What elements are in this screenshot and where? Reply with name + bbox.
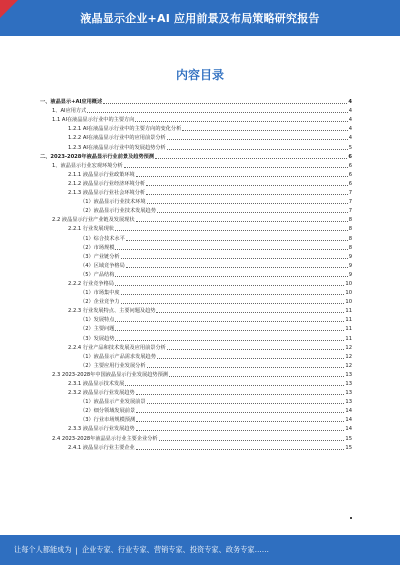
toc-entry-label: 一、液晶显示+AI应用概述 bbox=[40, 99, 103, 106]
toc-entry[interactable] bbox=[40, 114, 352, 123]
toc-leader-dots bbox=[136, 430, 345, 431]
toc-entry-label: （1）综合技术水平 bbox=[80, 235, 125, 242]
toc-entry[interactable] bbox=[40, 387, 352, 396]
toc-entry-page: 4 bbox=[348, 117, 352, 124]
toc-entry-page: 14 bbox=[345, 408, 352, 415]
toc-entry[interactable] bbox=[40, 269, 352, 278]
toc-entry[interactable] bbox=[40, 232, 352, 241]
toc-leader-dots bbox=[157, 212, 348, 213]
toc-leader-dots bbox=[147, 367, 345, 368]
toc-entry-page: 6 bbox=[348, 162, 352, 169]
toc-leader-dots bbox=[157, 358, 344, 359]
toc-entry-page: 9 bbox=[348, 253, 352, 260]
toc-entry[interactable] bbox=[40, 342, 352, 351]
toc-leader-dots bbox=[115, 321, 344, 322]
toc-entry[interactable] bbox=[40, 414, 352, 423]
toc-leader-dots bbox=[147, 203, 348, 204]
toc-entry-label: 1.2.2 AI在液晶显示行业中的应用前景分析 bbox=[68, 135, 166, 142]
toc-entry-page: 8 bbox=[348, 244, 352, 251]
toc-entry-page: 8 bbox=[348, 235, 352, 242]
toc-entry-page: 15 bbox=[345, 435, 352, 442]
footer-role-item: 行业专家 bbox=[117, 545, 147, 554]
toc-entry-label: （4）区域竞争格局 bbox=[80, 262, 125, 269]
toc-entry-page: 7 bbox=[348, 199, 352, 206]
toc-leader-dots bbox=[155, 158, 347, 159]
toc-leader-dots bbox=[125, 385, 344, 386]
toc-entry-label: （3）发展趋势 bbox=[80, 335, 115, 342]
toc-entry-page: 13 bbox=[345, 390, 352, 397]
toc-entry[interactable] bbox=[40, 296, 352, 305]
toc-entry-label: （1）液晶显示行业技术环境 bbox=[80, 199, 146, 206]
toc-entry-label: （1）发展特点 bbox=[80, 317, 115, 324]
toc-entry-page: 11 bbox=[345, 308, 352, 315]
toc-entry-page: 13 bbox=[345, 399, 352, 406]
toc-entry-page: 7 bbox=[348, 190, 352, 197]
toc-entry-page: 11 bbox=[345, 335, 352, 342]
toc-entry[interactable] bbox=[40, 405, 352, 414]
toc-entry-label: 1.2.1 AI在液晶显示行业中的主要方向的变化分析 bbox=[68, 126, 182, 133]
footer-role-separator: 、 bbox=[110, 545, 118, 554]
header-corner-accent bbox=[0, 0, 18, 18]
toc-entry[interactable] bbox=[40, 260, 352, 269]
toc-entry[interactable] bbox=[40, 196, 352, 205]
toc-entry-label: 1、AI应用方式 bbox=[52, 108, 87, 115]
toc-entry[interactable] bbox=[40, 287, 352, 296]
toc-entry[interactable] bbox=[40, 187, 352, 196]
toc-leader-dots bbox=[121, 294, 345, 295]
toc-entry[interactable] bbox=[40, 214, 352, 223]
toc-entry-page: 8 bbox=[348, 226, 352, 233]
toc-entry[interactable] bbox=[40, 332, 352, 341]
toc-entry-label: （5）产品结构 bbox=[80, 271, 115, 278]
toc-entry[interactable] bbox=[40, 432, 352, 441]
toc-entry[interactable] bbox=[40, 160, 352, 169]
toc-leader-dots bbox=[156, 312, 344, 313]
page-marker bbox=[350, 517, 352, 519]
toc-entry-page: 9 bbox=[348, 271, 352, 278]
toc-entry-label: 2.4.1 液晶显示行业主要企业 bbox=[68, 444, 135, 451]
toc-leader-dots bbox=[136, 412, 344, 413]
toc-entry-label: （3）产业链分析 bbox=[80, 253, 120, 260]
toc-entry-page: 10 bbox=[345, 280, 352, 287]
footer-role-item: 政务专家…… bbox=[225, 545, 269, 554]
toc-leader-dots bbox=[167, 139, 348, 140]
toc-entry-label: 2.2.4 行业产品和技术发展及应用前景分析 bbox=[68, 344, 166, 351]
toc-entry-label: （2）主要应用行业发展分析 bbox=[80, 362, 146, 369]
toc-entry[interactable] bbox=[40, 151, 352, 160]
toc-entry-label: 2.3.1 液晶显示技术发展 bbox=[68, 381, 125, 387]
toc-entry-label: 1.2.3 AI在液晶显示行业中的发展趋势分析 bbox=[68, 144, 166, 151]
toc-leader-dots bbox=[167, 349, 345, 350]
toc-leader-dots bbox=[169, 376, 344, 377]
toc-entry-label: （2）细分领域发展前景 bbox=[80, 408, 136, 415]
toc-entry[interactable] bbox=[40, 169, 352, 178]
toc-entry-page: 9 bbox=[348, 262, 352, 269]
toc-leader-dots bbox=[147, 403, 345, 404]
toc-entry-page: 14 bbox=[345, 426, 352, 433]
toc-entry[interactable] bbox=[40, 396, 352, 405]
toc-entry[interactable] bbox=[40, 323, 352, 332]
toc-entry[interactable] bbox=[40, 96, 352, 105]
toc-leader-dots bbox=[136, 421, 344, 422]
toc-entry-page: 12 bbox=[345, 344, 352, 351]
toc-entry[interactable] bbox=[40, 178, 352, 187]
toc-leader-dots bbox=[115, 249, 347, 250]
toc-leader-dots bbox=[121, 303, 345, 304]
toc-entry[interactable] bbox=[40, 123, 352, 132]
toc-leader-dots bbox=[115, 340, 344, 341]
toc-entry-label: 2.2.1 行业发展现状 bbox=[68, 226, 114, 233]
toc-leader-dots bbox=[126, 267, 348, 268]
toc-entry[interactable] bbox=[40, 141, 352, 150]
toc-entry[interactable] bbox=[40, 369, 352, 378]
toc-entry[interactable] bbox=[40, 314, 352, 323]
toc-entry-page: 8 bbox=[348, 217, 352, 224]
footer-banner bbox=[0, 535, 400, 565]
toc-entry-label: 1、液晶显示行业宏观环境分析 bbox=[52, 162, 123, 169]
toc-entry[interactable] bbox=[40, 442, 352, 451]
toc-entry-label: 2.2 液晶显示行业产业链及发展现状 bbox=[52, 217, 135, 224]
toc-entry-page: 6 bbox=[348, 171, 352, 178]
footer-role-item: 营销专家 bbox=[153, 545, 183, 554]
footer-role-item: 企业专家 bbox=[81, 545, 111, 554]
toc-leader-dots bbox=[167, 149, 348, 150]
toc-leader-dots bbox=[124, 167, 348, 168]
toc-entry-label: 2.1.3 液晶显示行业社会环境分析 bbox=[68, 190, 146, 197]
toc-entry-page: 13 bbox=[345, 381, 352, 387]
toc-leader-dots bbox=[121, 258, 348, 259]
footer-role-separator: 、 bbox=[146, 545, 154, 554]
toc-leader-dots bbox=[136, 449, 345, 450]
toc-leader-dots bbox=[115, 276, 347, 277]
toc-entry[interactable] bbox=[40, 223, 352, 232]
toc-entry-label: 2.1.2 液晶显示行业经济环境分析 bbox=[68, 180, 146, 187]
toc-entry-label: （1）液晶显示产业发展前景 bbox=[80, 399, 146, 406]
toc-entry[interactable] bbox=[40, 251, 352, 260]
toc-entry-label: （2）市场规模 bbox=[80, 244, 115, 251]
toc-entry-page: 14 bbox=[345, 417, 352, 424]
toc-entry-page: 12 bbox=[345, 362, 352, 369]
toc-entry[interactable] bbox=[40, 423, 352, 432]
toc-entry-page: 13 bbox=[345, 371, 352, 378]
toc-entry-page: 5 bbox=[348, 144, 352, 151]
toc-leader-dots bbox=[87, 112, 347, 113]
toc-leader-dots bbox=[146, 185, 348, 186]
toc-entry-label: 2.1.1 液晶显示行业政策环境 bbox=[68, 171, 135, 178]
toc-entry-page: 10 bbox=[345, 290, 352, 297]
toc-entry-label: 2.2.2 行业竞争格局 bbox=[68, 280, 114, 287]
toc-leader-dots bbox=[136, 394, 345, 395]
footer-role-item: 投资专家 bbox=[189, 545, 219, 554]
toc-entry-page: 6 bbox=[348, 153, 352, 160]
toc-leader-dots bbox=[159, 440, 345, 441]
toc-leader-dots bbox=[135, 121, 347, 122]
toc-entry-label: （2）主要问题 bbox=[80, 326, 115, 333]
toc-entry-page: 6 bbox=[348, 180, 352, 187]
toc-entry-label: （1）市场集中度 bbox=[80, 290, 120, 297]
toc-entry-label: 2.3.2 液晶显示行业发展趋势 bbox=[68, 390, 135, 397]
toc-entry[interactable] bbox=[40, 360, 352, 369]
table-of-contents bbox=[40, 96, 352, 451]
toc-entry-page: 4 bbox=[348, 99, 352, 106]
toc-entry[interactable] bbox=[40, 105, 352, 114]
footer-slogan: 让每个人都能成为 bbox=[14, 545, 72, 554]
toc-entry-page: 11 bbox=[345, 317, 352, 324]
toc-leader-dots bbox=[136, 176, 348, 177]
toc-entry[interactable] bbox=[40, 378, 352, 387]
toc-leader-dots bbox=[103, 103, 347, 104]
toc-entry-label: （2）企业竞争力 bbox=[80, 299, 120, 306]
toc-entry-label: 2.4 2023-2028年液晶显示行业主要企业分析 bbox=[52, 435, 158, 442]
toc-entry-page: 10 bbox=[345, 299, 352, 306]
toc-leader-dots bbox=[115, 230, 348, 231]
footer-role-separator: 、 bbox=[182, 545, 190, 554]
report-title: 液晶显示企业+AI 应用前景及布局策略研究报告 bbox=[80, 12, 320, 25]
toc-entry-label: 2.3 2023-2028年中国液晶显示行业发展趋势预测 bbox=[52, 371, 168, 378]
toc-leader-dots bbox=[182, 130, 347, 131]
toc-entry[interactable] bbox=[40, 205, 352, 214]
toc-entry[interactable] bbox=[40, 305, 352, 314]
toc-entry[interactable] bbox=[40, 278, 352, 287]
toc-entry[interactable] bbox=[40, 242, 352, 251]
report-header bbox=[0, 0, 400, 36]
toc-entry-label: 1.1 AI在液晶显示行业中的主要方向 bbox=[52, 117, 135, 124]
toc-leader-dots bbox=[115, 285, 344, 286]
toc-entry-page: 4 bbox=[348, 126, 352, 133]
toc-leader-dots bbox=[136, 221, 348, 222]
toc-entry-page: 7 bbox=[348, 208, 352, 215]
toc-entry[interactable] bbox=[40, 132, 352, 141]
toc-entry-label: （1）液晶显示产品需求发展趋势 bbox=[80, 353, 156, 360]
toc-leader-dots bbox=[115, 330, 344, 331]
footer-separator: | bbox=[75, 545, 78, 555]
toc-title: 内容目录 bbox=[175, 68, 224, 82]
toc-entry-page: 11 bbox=[345, 326, 352, 333]
toc-entry[interactable] bbox=[40, 351, 352, 360]
toc-entry-label: （2）液晶显示行业技术发展趋势 bbox=[80, 208, 156, 215]
toc-entry-page: 15 bbox=[345, 444, 352, 451]
toc-entry-page: 12 bbox=[345, 353, 352, 360]
footer-roles bbox=[82, 545, 269, 555]
toc-leader-dots bbox=[146, 194, 348, 195]
toc-entry-label: 二、2023-2028年液晶显示行业前景及趋势预测 bbox=[40, 153, 155, 160]
toc-entry-label: （3）行业市场规模预测 bbox=[80, 417, 136, 424]
toc-entry-page: 4 bbox=[348, 135, 352, 142]
footer-role-separator: 、 bbox=[218, 545, 226, 554]
toc-entry-label: 2.3.3 液晶显示行业发展趋势 bbox=[68, 426, 135, 433]
toc-leader-dots bbox=[126, 240, 348, 241]
toc-entry-label: 2.2.3 行业发展特点、主要问题及趋势 bbox=[68, 308, 156, 315]
toc-entry-page: 4 bbox=[348, 108, 352, 115]
